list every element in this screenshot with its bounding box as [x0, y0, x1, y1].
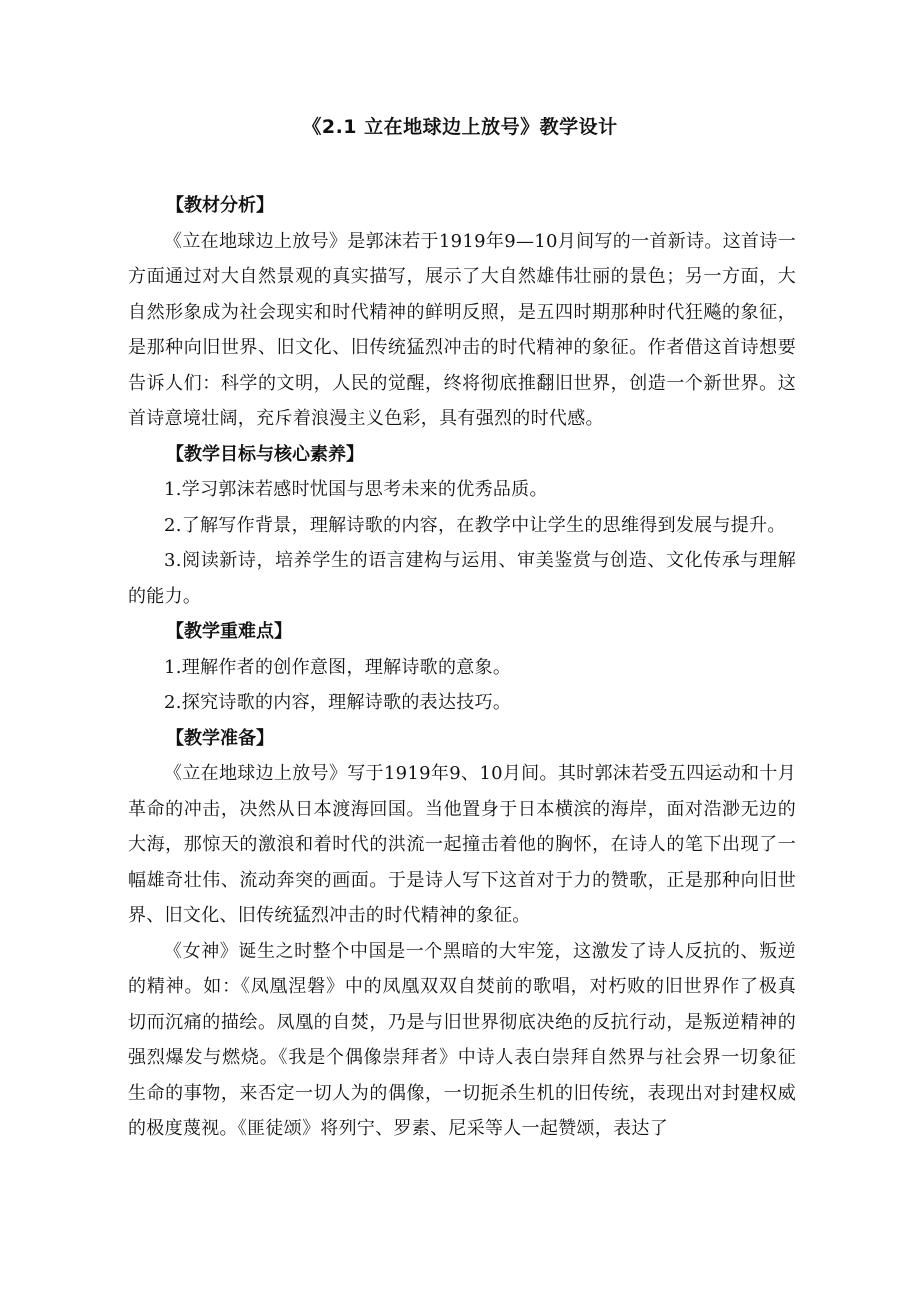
paragraph: 3.阅读新诗，培养学生的语言建构与运用、审美鉴赏与创造、文化传承与理解的能力。: [128, 550, 796, 607]
paragraph: 1.理解作者的创作意图，理解诗歌的意象。: [164, 656, 512, 678]
paragraph: 2.了解写作背景，理解诗歌的内容，在教学中让学生的思维得到发展与提升。: [164, 514, 786, 536]
paragraph: 《立在地球边上放号》写于1919年9、10月间。其时郭沫若受五四运动和十月革命的冲击，决然从日本渡海回国。当他置身于日本横滨的海岸，面对浩渺无边的大海，那惊天的激浪和着时代的洪流一起撞击着他的胸怀，在诗人的笔下出现了一幅雄奇壮伟、流动奔突的画面。于是诗人写下这首对于力的赞歌，正是那种向旧世界、旧文化、旧传统猛烈冲击的时代精神的象征。: [128, 763, 796, 926]
paragraph: 1.学习郭沫若感时忧国与思考未来的优秀品质。: [164, 479, 548, 500]
document-title: 《2.1 立在地球边上放号》教学设计: [302, 116, 618, 138]
paragraph: 2.探究诗歌的内容，理解诗歌的表达技巧。: [164, 692, 512, 713]
section-heading-preparation: 【教学准备】: [166, 727, 274, 749]
document-body: [128, 188, 796, 1147]
section-heading-key-points: 【教学重难点】: [166, 621, 292, 642]
section-heading-textbook-analysis: 【教材分析】: [166, 195, 274, 216]
section-heading-teaching-goals: 【教学目标与核心素养】: [166, 443, 364, 465]
paragraph: 《女神》诞生之时整个中国是一个黑暗的大牢笼，这激发了诗人反抗的、叛逆的精神。如：《凤凰涅磐》中的凤凰双双自焚前的歌唱，对朽败的旧世界作了极真切而沉痛的描绘。凤凰的自焚，乃是与旧世界彻底决绝的反抗行动，是叛逆精神的强烈爆发与燃烧。《我是个偶像崇拜者》中诗人表白崇拜自然界与社会界一切象征生命的事物，来否定一切人为的偶像，一切扼杀生机的旧传统，表现出对封建权威的极度蔑视。《匪徒颂》将列宁、罗素、尼采等人一起赞颂，表达了: [128, 940, 796, 1139]
paragraph: 《立在地球边上放号》是郭沫若于1919年9—10月间写的一首新诗。这首诗一方面通过对大自然景观的真实描写，展示了大自然雄伟壮丽的景色；另一方面，大自然形象成为社会现实和时代精神的鲜明反照，是五四时期那种时代狂飚的象征，是那种向旧世界、旧文化、旧传统猛烈冲击的时代精神的象征。作者借这首诗想要告诉人们：科学的文明，人民的觉醒，终将彻底推翻旧世界，创造一个新世界。这首诗意境壮阔，充斥着浪漫主义色彩，具有强烈的时代感。: [128, 230, 796, 429]
